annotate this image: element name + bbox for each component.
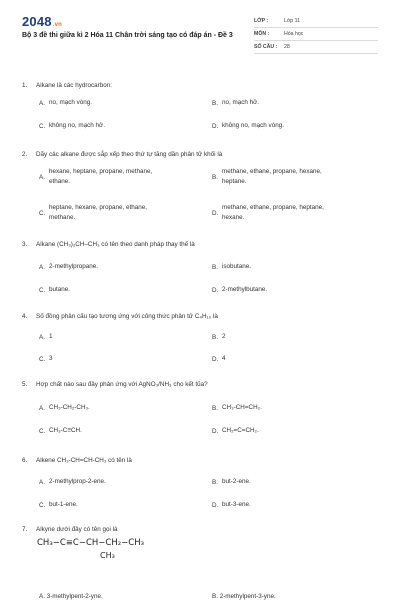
divider <box>254 27 378 28</box>
meta-subject: MÔN : Hóa học <box>254 31 304 37</box>
site-logo[interactable]: 2048.vn <box>22 14 63 29</box>
divider <box>254 53 378 54</box>
formula-branch: CH₃ <box>100 551 115 560</box>
document-title: Bộ 3 đề thi giữa kì 2 Hóa 11 Chân trời sáng tạo có đáp án - Đề 3 <box>22 32 233 39</box>
formula-main-chain: CH₃−C≡C−CH−CH₂−CH₃ <box>37 538 145 548</box>
divider <box>254 40 378 41</box>
meta-class: LỚP : Lớp 11 <box>254 18 300 24</box>
option-7b[interactable]: B. 2-methylpent-3-yne. <box>212 593 276 600</box>
option-7a[interactable]: A. 3-methylpent-2-yne. <box>39 593 103 600</box>
structural-formula <box>37 538 145 560</box>
meta-question-count: SỐ CÂU : 28 <box>254 44 290 50</box>
